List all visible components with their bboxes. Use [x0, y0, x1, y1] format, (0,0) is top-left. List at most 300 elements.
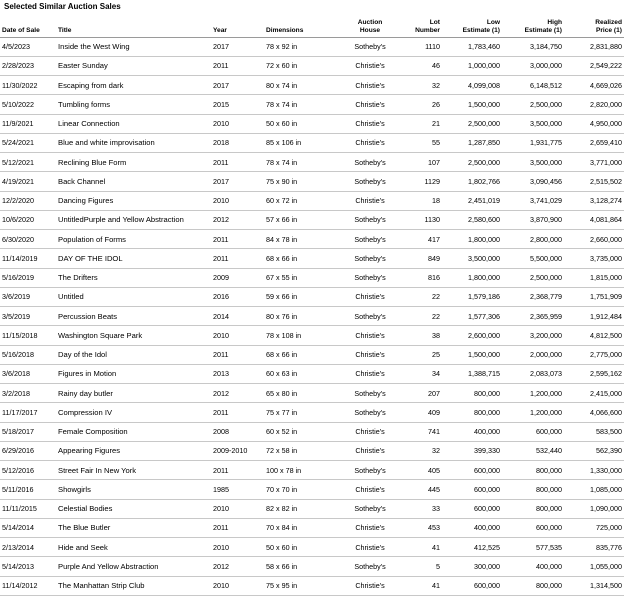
- cell-low-estimate: 800,000: [442, 384, 502, 403]
- cell-dimensions: 68 x 66 in: [264, 345, 344, 364]
- cell-high-estimate: 1,931,775: [502, 133, 564, 152]
- cell-dimensions: 78 x 108 in: [264, 326, 344, 345]
- cell-year: 2017: [211, 37, 264, 56]
- cell-realized-price: 1,085,000: [564, 480, 624, 499]
- cell-dimensions: 50 x 60 in: [264, 538, 344, 557]
- cell-title: DAY OF THE IDOL: [56, 249, 211, 268]
- cell-realized-price: 1,751,909: [564, 287, 624, 306]
- cell-auction-house: Christie's: [344, 422, 396, 441]
- cell-low-estimate: 800,000: [442, 403, 502, 422]
- cell-title: The Drifters: [56, 268, 211, 287]
- cell-title: The Blue Butler: [56, 518, 211, 537]
- cell-low-estimate: 2,451,019: [442, 191, 502, 210]
- table-row: [0, 287, 624, 306]
- cell-auction-house: Sotheby's: [344, 403, 396, 422]
- cell-title: Street Fair In New York: [56, 461, 211, 480]
- cell-lot-number: 22: [396, 307, 442, 326]
- cell-date: 3/6/2019: [0, 287, 56, 306]
- cell-title: Figures in Motion: [56, 364, 211, 383]
- cell-lot-number: 405: [396, 461, 442, 480]
- cell-year: 2014: [211, 307, 264, 326]
- cell-date: 11/14/2012: [0, 576, 56, 595]
- col-dimensions: Dimensions: [264, 10, 344, 37]
- cell-realized-price: 1,314,500: [564, 576, 624, 595]
- cell-high-estimate: 3,000,000: [502, 56, 564, 75]
- cell-high-estimate: 800,000: [502, 461, 564, 480]
- cell-date: 11/14/2019: [0, 249, 56, 268]
- cell-date: 5/14/2014: [0, 518, 56, 537]
- cell-year: 2011: [211, 153, 264, 172]
- cell-dimensions: 78 x 74 in: [264, 153, 344, 172]
- cell-low-estimate: 412,525: [442, 538, 502, 557]
- cell-title: Rainy day butler: [56, 384, 211, 403]
- cell-realized-price: 4,812,500: [564, 326, 624, 345]
- cell-low-estimate: 1,579,186: [442, 287, 502, 306]
- cell-low-estimate: 1,388,715: [442, 364, 502, 383]
- cell-dimensions: 58 x 66 in: [264, 557, 344, 576]
- cell-lot-number: 1110: [396, 37, 442, 56]
- cell-lot-number: 34: [396, 364, 442, 383]
- cell-lot-number: 26: [396, 95, 442, 114]
- cell-low-estimate: 1,500,000: [442, 345, 502, 364]
- cell-lot-number: 741: [396, 422, 442, 441]
- cell-lot-number: 18: [396, 191, 442, 210]
- cell-year: 2010: [211, 114, 264, 133]
- cell-auction-house: Sotheby's: [344, 499, 396, 518]
- cell-auction-house: Sotheby's: [344, 249, 396, 268]
- cell-low-estimate: 2,500,000: [442, 114, 502, 133]
- cell-low-estimate: 300,000: [442, 557, 502, 576]
- col-auction-house: Auction House: [344, 10, 396, 37]
- cell-high-estimate: 3,741,029: [502, 191, 564, 210]
- cell-dimensions: 70 x 84 in: [264, 518, 344, 537]
- cell-date: 5/24/2021: [0, 133, 56, 152]
- cell-lot-number: 25: [396, 345, 442, 364]
- cell-date: 3/6/2018: [0, 364, 56, 383]
- cell-title: Escaping from dark: [56, 76, 211, 95]
- table-row: [0, 326, 624, 345]
- cell-low-estimate: 2,500,000: [442, 153, 502, 172]
- cell-high-estimate: 1,200,000: [502, 403, 564, 422]
- cell-auction-house: Sotheby's: [344, 37, 396, 56]
- cell-realized-price: 3,771,000: [564, 153, 624, 172]
- table-row: [0, 153, 624, 172]
- cell-lot-number: 1130: [396, 210, 442, 229]
- cell-high-estimate: 2,368,779: [502, 287, 564, 306]
- table-row: [0, 499, 624, 518]
- header-row: [0, 10, 624, 37]
- cell-date: 5/12/2016: [0, 461, 56, 480]
- cell-lot-number: 33: [396, 499, 442, 518]
- cell-realized-price: 562,390: [564, 441, 624, 460]
- cell-high-estimate: 532,440: [502, 441, 564, 460]
- cell-high-estimate: 600,000: [502, 422, 564, 441]
- cell-lot-number: 445: [396, 480, 442, 499]
- cell-high-estimate: 5,500,000: [502, 249, 564, 268]
- cell-title: Reclining Blue Form: [56, 153, 211, 172]
- cell-auction-house: Christie's: [344, 441, 396, 460]
- cell-auction-house: Christie's: [344, 76, 396, 95]
- table-row: [0, 307, 624, 326]
- table-row: [0, 230, 624, 249]
- cell-year: 2011: [211, 518, 264, 537]
- cell-low-estimate: 4,099,008: [442, 76, 502, 95]
- cell-low-estimate: 3,500,000: [442, 249, 502, 268]
- cell-title: Dancing Figures: [56, 191, 211, 210]
- col-low-estimate: Low Estimate (1): [442, 10, 502, 37]
- cell-year: 2011: [211, 345, 264, 364]
- cell-lot-number: 107: [396, 153, 442, 172]
- cell-realized-price: 1,330,000: [564, 461, 624, 480]
- cell-realized-price: 835,776: [564, 538, 624, 557]
- cell-year: 2012: [211, 210, 264, 229]
- cell-year: 2017: [211, 76, 264, 95]
- table-row: [0, 37, 624, 56]
- cell-high-estimate: 800,000: [502, 576, 564, 595]
- cell-date: 5/16/2018: [0, 345, 56, 364]
- table-row: [0, 384, 624, 403]
- cell-auction-house: Sotheby's: [344, 230, 396, 249]
- table-row: [0, 480, 624, 499]
- cell-auction-house: Sotheby's: [344, 172, 396, 191]
- cell-auction-house: Christie's: [344, 95, 396, 114]
- cell-auction-house: Christie's: [344, 287, 396, 306]
- cell-lot-number: 1129: [396, 172, 442, 191]
- cell-high-estimate: 6,148,512: [502, 76, 564, 95]
- cell-date: 2/28/2023: [0, 56, 56, 75]
- cell-lot-number: 38: [396, 326, 442, 345]
- cell-low-estimate: 400,000: [442, 422, 502, 441]
- cell-date: 2/13/2014: [0, 538, 56, 557]
- cell-realized-price: 2,595,162: [564, 364, 624, 383]
- cell-title: Washington Square Park: [56, 326, 211, 345]
- cell-year: 2008: [211, 422, 264, 441]
- cell-high-estimate: 2,500,000: [502, 268, 564, 287]
- cell-realized-price: 1,815,000: [564, 268, 624, 287]
- cell-year: 2010: [211, 576, 264, 595]
- cell-high-estimate: 3,090,456: [502, 172, 564, 191]
- cell-year: 2009: [211, 268, 264, 287]
- cell-title: Linear Connection: [56, 114, 211, 133]
- cell-realized-price: 2,775,000: [564, 345, 624, 364]
- cell-title: Easter Sunday: [56, 56, 211, 75]
- cell-dimensions: 65 x 80 in: [264, 384, 344, 403]
- cell-dimensions: 78 x 92 in: [264, 37, 344, 56]
- cell-dimensions: 50 x 60 in: [264, 114, 344, 133]
- cell-low-estimate: 1,577,306: [442, 307, 502, 326]
- cell-low-estimate: 1,783,460: [442, 37, 502, 56]
- table-row: [0, 441, 624, 460]
- cell-auction-house: Christie's: [344, 133, 396, 152]
- cell-realized-price: 725,000: [564, 518, 624, 537]
- cell-low-estimate: 2,600,000: [442, 326, 502, 345]
- cell-year: 2011: [211, 230, 264, 249]
- table-row: [0, 268, 624, 287]
- cell-low-estimate: 400,000: [442, 518, 502, 537]
- cell-year: 2010: [211, 326, 264, 345]
- cell-dimensions: 75 x 90 in: [264, 172, 344, 191]
- cell-dimensions: 57 x 66 in: [264, 210, 344, 229]
- cell-auction-house: Christie's: [344, 538, 396, 557]
- cell-high-estimate: 3,184,750: [502, 37, 564, 56]
- cell-realized-price: 1,055,000: [564, 557, 624, 576]
- cell-title: Day of the Idol: [56, 345, 211, 364]
- cell-auction-house: Christie's: [344, 576, 396, 595]
- cell-realized-price: 4,081,864: [564, 210, 624, 229]
- cell-dimensions: 59 x 66 in: [264, 287, 344, 306]
- cell-low-estimate: 600,000: [442, 480, 502, 499]
- cell-auction-house: Christie's: [344, 114, 396, 133]
- table-row: [0, 133, 624, 152]
- cell-date: 4/19/2021: [0, 172, 56, 191]
- cell-lot-number: 207: [396, 384, 442, 403]
- cell-high-estimate: 3,200,000: [502, 326, 564, 345]
- col-date-of-sale: Date of Sale: [0, 10, 56, 37]
- cell-auction-house: Christie's: [344, 364, 396, 383]
- cell-title: The Manhattan Strip Club: [56, 576, 211, 595]
- cell-auction-house: Christie's: [344, 518, 396, 537]
- cell-date: 6/30/2020: [0, 230, 56, 249]
- cell-lot-number: 32: [396, 76, 442, 95]
- cell-auction-house: Christie's: [344, 191, 396, 210]
- table-row: [0, 95, 624, 114]
- cell-dimensions: 82 x 82 in: [264, 499, 344, 518]
- cell-title: Population of Forms: [56, 230, 211, 249]
- cell-dimensions: 60 x 72 in: [264, 191, 344, 210]
- cell-date: 10/6/2020: [0, 210, 56, 229]
- table-row: [0, 249, 624, 268]
- table-row: [0, 403, 624, 422]
- cell-year: 2010: [211, 538, 264, 557]
- cell-dimensions: 67 x 55 in: [264, 268, 344, 287]
- cell-low-estimate: 1,802,766: [442, 172, 502, 191]
- cell-lot-number: 41: [396, 538, 442, 557]
- cell-auction-house: Sotheby's: [344, 461, 396, 480]
- cell-year: 2009-2010: [211, 441, 264, 460]
- auction-sales-table: [0, 10, 624, 596]
- table-row: [0, 172, 624, 191]
- cell-year: 2010: [211, 191, 264, 210]
- cell-auction-house: Sotheby's: [344, 384, 396, 403]
- cell-low-estimate: 600,000: [442, 499, 502, 518]
- cell-high-estimate: 3,500,000: [502, 153, 564, 172]
- cell-lot-number: 816: [396, 268, 442, 287]
- cell-dimensions: 75 x 95 in: [264, 576, 344, 595]
- cell-title: Compression IV: [56, 403, 211, 422]
- cell-realized-price: 2,659,410: [564, 133, 624, 152]
- cell-lot-number: 849: [396, 249, 442, 268]
- cell-high-estimate: 800,000: [502, 480, 564, 499]
- table-row: [0, 191, 624, 210]
- cell-realized-price: 4,669,026: [564, 76, 624, 95]
- cell-year: 2013: [211, 364, 264, 383]
- cell-year: 2011: [211, 249, 264, 268]
- table-row: [0, 518, 624, 537]
- cell-year: 2012: [211, 384, 264, 403]
- cell-low-estimate: 2,580,600: [442, 210, 502, 229]
- cell-realized-price: 3,735,000: [564, 249, 624, 268]
- cell-date: 3/2/2018: [0, 384, 56, 403]
- cell-dimensions: 85 x 106 in: [264, 133, 344, 152]
- cell-auction-house: Sotheby's: [344, 210, 396, 229]
- col-realized-price: Realized Price (1): [564, 10, 624, 37]
- cell-title: Blue and white improvisation: [56, 133, 211, 152]
- cell-low-estimate: 1,500,000: [442, 95, 502, 114]
- cell-title: Purple And Yellow Abstraction: [56, 557, 211, 576]
- col-year: Year: [211, 10, 264, 37]
- cell-lot-number: 32: [396, 441, 442, 460]
- cell-lot-number: 55: [396, 133, 442, 152]
- cell-realized-price: 2,415,000: [564, 384, 624, 403]
- cell-year: 2017: [211, 172, 264, 191]
- table-body: [0, 37, 624, 595]
- cell-title: Back Channel: [56, 172, 211, 191]
- cell-date: 5/11/2016: [0, 480, 56, 499]
- cell-realized-price: 4,950,000: [564, 114, 624, 133]
- cell-year: 2011: [211, 403, 264, 422]
- cell-date: 3/5/2019: [0, 307, 56, 326]
- table-row: [0, 422, 624, 441]
- cell-date: 5/14/2013: [0, 557, 56, 576]
- cell-realized-price: 2,831,880: [564, 37, 624, 56]
- cell-year: 2010: [211, 499, 264, 518]
- cell-title: Female Composition: [56, 422, 211, 441]
- cell-realized-price: 2,820,000: [564, 95, 624, 114]
- table-row: [0, 114, 624, 133]
- cell-low-estimate: 1,800,000: [442, 268, 502, 287]
- cell-title: Appearing Figures: [56, 441, 211, 460]
- cell-auction-house: Sotheby's: [344, 557, 396, 576]
- cell-auction-house: Sotheby's: [344, 153, 396, 172]
- cell-date: 5/10/2022: [0, 95, 56, 114]
- cell-title: Hide and Seek: [56, 538, 211, 557]
- table-row: [0, 76, 624, 95]
- cell-year: 2011: [211, 461, 264, 480]
- cell-lot-number: 46: [396, 56, 442, 75]
- cell-title: Percussion Beats: [56, 307, 211, 326]
- cell-year: 2015: [211, 95, 264, 114]
- cell-year: 2018: [211, 133, 264, 152]
- cell-realized-price: 2,660,000: [564, 230, 624, 249]
- cell-realized-price: 1,090,000: [564, 499, 624, 518]
- table-row: [0, 345, 624, 364]
- table-row: [0, 576, 624, 595]
- col-high-estimate: High Estimate (1): [502, 10, 564, 37]
- cell-date: 11/11/2015: [0, 499, 56, 518]
- cell-high-estimate: 2,365,959: [502, 307, 564, 326]
- cell-dimensions: 68 x 66 in: [264, 249, 344, 268]
- cell-year: 2012: [211, 557, 264, 576]
- cell-high-estimate: 2,500,000: [502, 95, 564, 114]
- cell-title: UntitledPurple and Yellow Abstraction: [56, 210, 211, 229]
- cell-low-estimate: 1,000,000: [442, 56, 502, 75]
- cell-year: 1985: [211, 480, 264, 499]
- cell-lot-number: 21: [396, 114, 442, 133]
- cell-low-estimate: 600,000: [442, 576, 502, 595]
- cell-date: 5/18/2017: [0, 422, 56, 441]
- cell-high-estimate: 800,000: [502, 499, 564, 518]
- cell-lot-number: 5: [396, 557, 442, 576]
- cell-title: Showgirls: [56, 480, 211, 499]
- cell-lot-number: 417: [396, 230, 442, 249]
- col-lot-number: Lot Number: [396, 10, 442, 37]
- col-title: Title: [56, 10, 211, 37]
- cell-date: 11/9/2021: [0, 114, 56, 133]
- cell-dimensions: 60 x 52 in: [264, 422, 344, 441]
- cell-high-estimate: 1,200,000: [502, 384, 564, 403]
- cell-high-estimate: 3,500,000: [502, 114, 564, 133]
- table-row: [0, 557, 624, 576]
- cell-date: 12/2/2020: [0, 191, 56, 210]
- cell-lot-number: 409: [396, 403, 442, 422]
- cell-dimensions: 80 x 74 in: [264, 76, 344, 95]
- table-heading: Selected Similar Auction Sales: [4, 2, 121, 11]
- cell-auction-house: Sotheby's: [344, 268, 396, 287]
- cell-realized-price: 583,500: [564, 422, 624, 441]
- cell-high-estimate: 577,535: [502, 538, 564, 557]
- cell-auction-house: Sotheby's: [344, 307, 396, 326]
- cell-low-estimate: 1,287,850: [442, 133, 502, 152]
- cell-dimensions: 72 x 58 in: [264, 441, 344, 460]
- cell-date: 6/29/2016: [0, 441, 56, 460]
- cell-high-estimate: 400,000: [502, 557, 564, 576]
- cell-date: 11/15/2018: [0, 326, 56, 345]
- cell-realized-price: 2,549,222: [564, 56, 624, 75]
- cell-dimensions: 80 x 76 in: [264, 307, 344, 326]
- cell-dimensions: 84 x 78 in: [264, 230, 344, 249]
- cell-date: 5/16/2019: [0, 268, 56, 287]
- cell-year: 2011: [211, 56, 264, 75]
- table-row: [0, 538, 624, 557]
- cell-dimensions: 100 x 78 in: [264, 461, 344, 480]
- cell-lot-number: 453: [396, 518, 442, 537]
- table-row: [0, 461, 624, 480]
- cell-realized-price: 2,515,502: [564, 172, 624, 191]
- cell-high-estimate: 600,000: [502, 518, 564, 537]
- table-row: [0, 210, 624, 229]
- cell-date: 4/5/2023: [0, 37, 56, 56]
- cell-high-estimate: 2,800,000: [502, 230, 564, 249]
- cell-title: Celestial Bodies: [56, 499, 211, 518]
- cell-realized-price: 1,912,484: [564, 307, 624, 326]
- cell-low-estimate: 399,330: [442, 441, 502, 460]
- cell-realized-price: 4,066,600: [564, 403, 624, 422]
- cell-auction-house: Christie's: [344, 326, 396, 345]
- cell-title: Untitled: [56, 287, 211, 306]
- cell-low-estimate: 1,800,000: [442, 230, 502, 249]
- cell-year: 2016: [211, 287, 264, 306]
- cell-dimensions: 70 x 70 in: [264, 480, 344, 499]
- table-row: [0, 364, 624, 383]
- cell-date: 11/30/2022: [0, 76, 56, 95]
- cell-dimensions: 60 x 63 in: [264, 364, 344, 383]
- cell-dimensions: 72 x 60 in: [264, 56, 344, 75]
- cell-title: Inside the West Wing: [56, 37, 211, 56]
- cell-high-estimate: 2,083,073: [502, 364, 564, 383]
- cell-title: Tumbling forms: [56, 95, 211, 114]
- cell-low-estimate: 600,000: [442, 461, 502, 480]
- cell-high-estimate: 2,000,000: [502, 345, 564, 364]
- cell-lot-number: 41: [396, 576, 442, 595]
- cell-date: 5/12/2021: [0, 153, 56, 172]
- cell-high-estimate: 3,870,900: [502, 210, 564, 229]
- cell-auction-house: Christie's: [344, 56, 396, 75]
- cell-date: 11/17/2017: [0, 403, 56, 422]
- cell-dimensions: 78 x 74 in: [264, 95, 344, 114]
- cell-lot-number: 22: [396, 287, 442, 306]
- cell-realized-price: 3,128,274: [564, 191, 624, 210]
- cell-auction-house: Christie's: [344, 480, 396, 499]
